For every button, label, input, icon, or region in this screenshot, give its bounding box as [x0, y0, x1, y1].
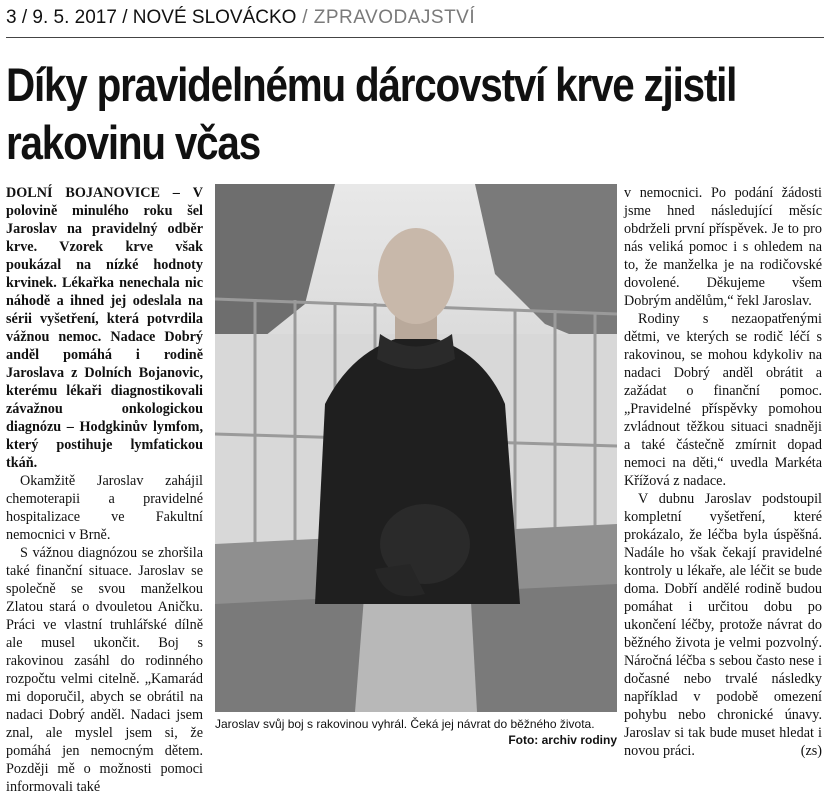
- lead-text: V polovině minulého roku šel Jaroslav na pravidelný odběr krve. Vzorek krve však poukázal na nízké hodnoty krvinek. Lékařka nenechala nic náhodě a ihned jej odeslala na sérii vyšetření, která potvrdila vážnou nemoc. Nadace Dobrý anděl pomáhá i rodině Jaroslava z Dolních Bojanovic, kterému lékaři diagnostikovali závažnou onkologickou diagnózu – Hodgkinův lymfom, který postihuje lymfatickou tkáň.: [6, 185, 204, 471]
- lead-paragraph: [6, 184, 203, 472]
- author-signature: (zs): [800, 743, 822, 759]
- body-paragraph: S vážnou diagnózou se zhoršila také finanční situace. Jaroslav se společně se svou manželkou Zlatou stará o dvouletou Aničku. Práci ve vlastní truhlářské dílně ale musel ukončit. Boj s rakovinou zasáhl do rodinného rozpočtu velmi citelně. „Kamarád mi doporučil, abych se obrátil na nadaci Dobrý anděl. Nadaci jsem znal, ale myslel jsem si, že pomáhá jen nemocným dětem. Později mě o možnosti pomoci informovali také: [6, 545, 203, 795]
- photo-caption-block: [215, 716, 617, 748]
- article-column-1: [6, 184, 203, 796]
- header-rule: [6, 37, 824, 38]
- publication-name: NOVÉ SLOVÁCKO: [132, 7, 297, 28]
- body-paragraph: Okamžitě Jaroslav zahájil chemoterapii a pravidelné hospitalizace ve Fakultní nemocnici v Brně.: [6, 473, 203, 543]
- body-paragraph: [624, 490, 822, 760]
- header-separator: /: [296, 7, 314, 28]
- page-header: [6, 4, 824, 34]
- body-paragraph: v nemocnici. Po podání žádosti jsme hned následující měsíc obdrželi první příspěvek. Je to pro nás veliká pomoc i s ohledem na to, že manželka je na rodičovské dovolené. Děkujeme všem Dobrým andělům,“ řekl Jaroslav.: [624, 185, 822, 309]
- photo-credit: Foto: archiv rodiny: [508, 733, 617, 747]
- section-name: ZPRAVODAJSTVÍ: [313, 7, 476, 28]
- photo-illustration: [215, 184, 617, 712]
- dateline: DOLNÍ BOJANOVICE –: [6, 185, 180, 201]
- article-column-3: [624, 184, 822, 760]
- body-paragraph-text: V dubnu Jaroslav podstoupil kompletní vyšetření, které prokázalo, že léčba byla úspěšná. Nadále ho však čekají pravidelné kontroly u lékaře, ale léčit se bude doma. Dobří andělé rodině budou pomáhat i určitou dobu po ukončení léčby, protože návrat do běžného života je velmi pozvolný. Náročná léčba s sebou často nese i dočasné nebo trvalé následky například v podobě omezení pohybu nebo chronické únavy. Jaroslav si tak bude muset hledat i novou práci.: [624, 491, 822, 759]
- photo-caption: Jaroslav svůj boj s rakovinou vyhrál. Čeká jej návrat do běžného života.: [215, 717, 595, 731]
- body-paragraph: Rodiny s nezaopatřenými dětmi, ve kterých se rodič léčí s rakovinou, se mohou kdykoliv na nadaci Dobrý anděl obrátit a zažádat o finanční pomoc. „Pravidelné příspěvky pomohou zvládnout těžkou situaci snadněji a také částečně zmírnit dopad nemoci na děti,“ uvedla Markéta Křížová z nadace.: [624, 311, 822, 489]
- article-photo: [215, 184, 617, 712]
- headline: Díky pravidelnému dárcovství krve zjistil rakovinu včas: [6, 58, 737, 169]
- page-date: 3 / 9. 5. 2017 /: [6, 7, 133, 28]
